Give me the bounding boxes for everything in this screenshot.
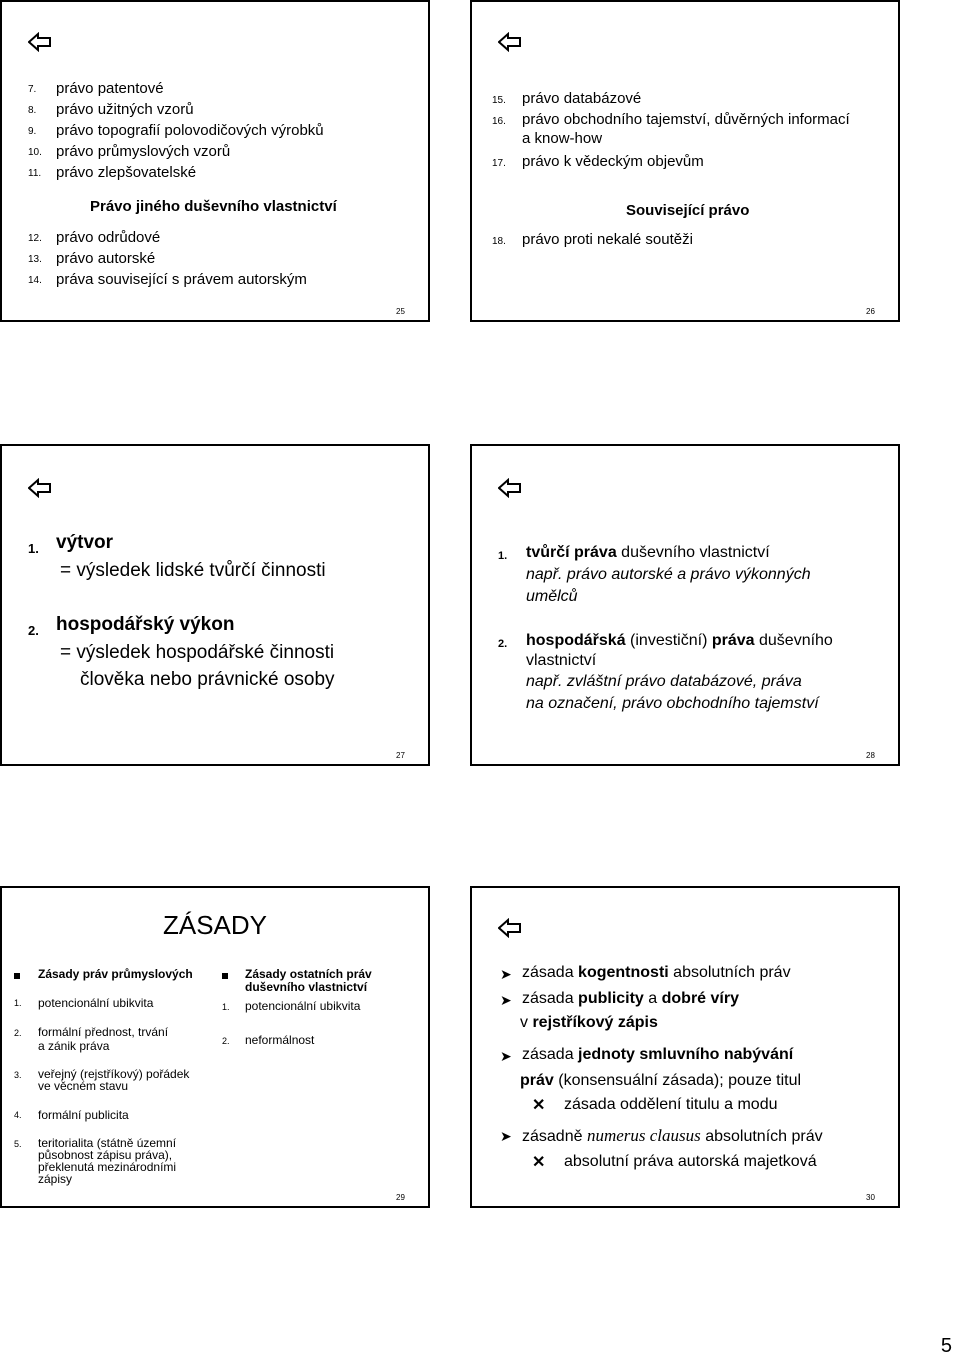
column-heading: Zásady práv průmyslových (38, 967, 193, 981)
slide-26: 15. právo databázové 16. právo obchodního tajemství, důvěrných informací a know-how 17. právo k vědeckým objevům Související právo 18. právo proti nekalé soutěži 26 (470, 0, 900, 322)
text-part-bold: práv (520, 1072, 554, 1089)
slide-title: ZÁSADY (162, 910, 268, 940)
slide-25: 7. právo patentové 8. právo užitných vzorů 9. právo topografií polovodičových výrobků 10. právo průmyslových vzorů 11. právo zlepšovatelské Právo jiného duševního vlastnictví 12. právo odrůdové 13. právo autorské 14. práva související s právem autorským 25 (0, 0, 430, 322)
text-part-italic: numerus clausus (586, 1126, 701, 1145)
section-heading: Právo jiného duševního vlastnictví (90, 198, 337, 215)
term-title: hospodářský výkon (56, 614, 235, 635)
item-number: 1. (28, 541, 39, 556)
item-number: 1. (498, 550, 508, 562)
item-title-bold: tvůrčí práva (526, 544, 617, 561)
slide-number: 25 (396, 307, 405, 316)
text-part: absolutních práv (700, 1128, 823, 1145)
item-title-rest: (investiční) (625, 632, 712, 649)
text-part-bold: publicity (578, 990, 644, 1007)
slide-number: 27 (396, 751, 405, 760)
term-definition: = výsledek hospodářské činnosti (60, 642, 335, 663)
example-text: na označení, právo obchodního tajemství (526, 695, 819, 712)
principle-line (522, 990, 739, 1008)
text-part-bold: dobré víry (661, 990, 739, 1007)
slide-30 (470, 886, 900, 1208)
slide-number: 29 (396, 1193, 405, 1202)
term-definition: = výsledek lidské tvůrčí činnosti (60, 560, 326, 581)
item-number: 2. (28, 623, 39, 638)
slide-number: 26 (866, 307, 875, 316)
example-text: umělců (526, 588, 578, 605)
text-part: zásada (522, 964, 579, 981)
square-bullet-icon (14, 973, 20, 979)
chevron-bullet-icon: ➤ (500, 966, 512, 982)
back-arrow-icon[interactable] (498, 918, 522, 938)
item-title-bold: práva (711, 632, 755, 649)
text-part-bold: kogentnosti (578, 964, 669, 981)
slide-29: ZÁSADY Zásady práv průmyslových 1. potencionální ubikvita 2. formální přednost, trvání a zánik práva 3. veřejný (rejstříkový) pořádek ve věcném stavu 4. formální publicita 5. teritorialita (státně územní působnost zápisu práva), překlenutá mezinárodními zápisy Zásady ostatních práv duševního vlastnictví 1. potencionální ubikvita 2. neformálnost 29 (0, 886, 430, 1208)
principle-line (520, 1072, 801, 1090)
page-number: 5 (940, 1335, 952, 1357)
slide-28 (470, 444, 900, 766)
item-title: vlastnictví (526, 652, 597, 669)
text-part: v (520, 1014, 533, 1031)
cross-bullet-icon: ✕ (532, 1097, 546, 1114)
square-bullet-icon (222, 973, 228, 979)
slide-number: 30 (866, 1193, 875, 1202)
term-title: výtvor (56, 532, 114, 553)
example-text: např. právo autorské a právo výkonných (526, 566, 811, 583)
item-title-rest: duševního vlastnictví (616, 544, 770, 561)
cross-bullet-icon: ✕ (532, 1154, 546, 1171)
chevron-bullet-icon: ➤ (500, 1048, 512, 1064)
chevron-bullet-icon: ➤ (500, 1128, 512, 1144)
text-part: a (643, 990, 662, 1007)
chevron-bullet-icon: ➤ (500, 992, 512, 1008)
exception-line: absolutní práva autorská majetková (564, 1153, 817, 1170)
text-part: zásadně (522, 1128, 587, 1145)
section-heading: Související právo (626, 202, 750, 219)
principle-line (520, 1014, 658, 1032)
item-title (526, 632, 833, 650)
slide-27 (0, 444, 430, 766)
column-heading: duševního vlastnictví (245, 980, 368, 994)
principle-line (522, 1046, 793, 1064)
principle-line (522, 1126, 823, 1146)
back-arrow-icon[interactable] (498, 478, 522, 498)
example-text: např. zvláštní právo databázové, práva (526, 673, 802, 690)
text-part: zásada (522, 990, 579, 1007)
back-arrow-icon[interactable] (28, 478, 52, 498)
slide-number: 28 (866, 751, 875, 760)
principle-line (522, 964, 791, 982)
text-part-bold: rejstříkový zápis (532, 1014, 658, 1031)
column-heading: Zásady ostatních práv (245, 967, 372, 981)
text-part: absolutních práv (668, 964, 791, 981)
back-arrow-icon[interactable] (498, 32, 522, 52)
text-part-bold: jednoty smluvního nabývání (578, 1046, 794, 1063)
back-arrow-icon[interactable] (28, 32, 52, 52)
item-title-bold: hospodářská (526, 632, 626, 649)
exception-line: zásada oddělení titulu a modu (564, 1096, 778, 1113)
term-definition: člověka nebo právnické osoby (80, 669, 335, 690)
item-title-rest: duševního (754, 632, 833, 649)
item-title (526, 544, 770, 562)
item-number: 2. (498, 638, 508, 650)
text-part: (konsensuální zásada); pouze titul (553, 1072, 802, 1089)
text-part: zásada (522, 1046, 579, 1063)
